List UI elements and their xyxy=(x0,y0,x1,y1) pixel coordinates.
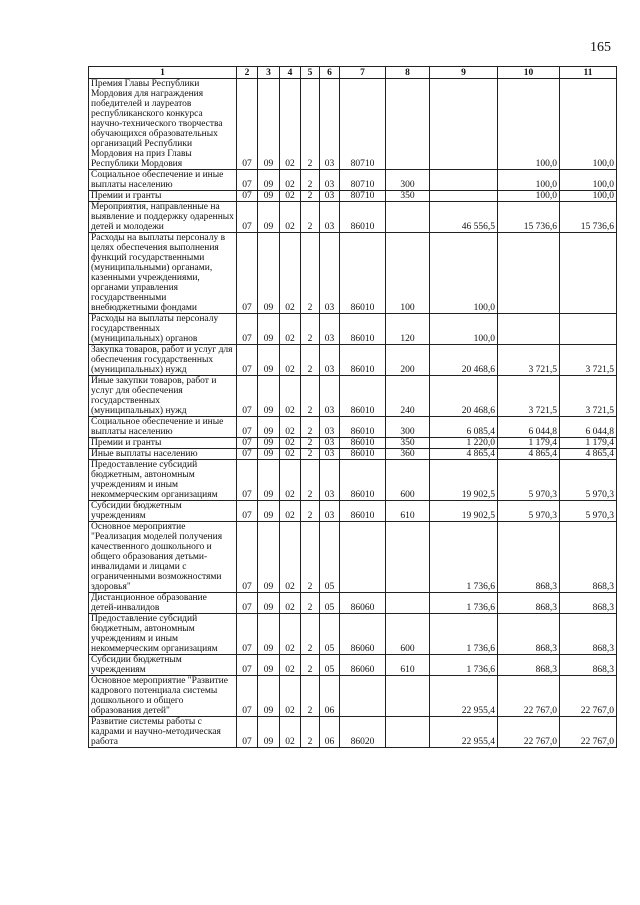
code-subprogram: 2 xyxy=(301,233,320,314)
expense-type xyxy=(386,79,430,170)
code-subsection: 09 xyxy=(258,438,280,449)
code-program: 02 xyxy=(280,191,301,202)
code-direction: 80710 xyxy=(340,170,386,191)
amount-col10: 5 970,3 xyxy=(498,501,560,522)
amount-col9: 1 736,6 xyxy=(430,655,498,676)
table-row xyxy=(89,170,617,191)
column-header: 7 xyxy=(340,67,386,79)
code-program: 02 xyxy=(280,717,301,748)
code-event: 05 xyxy=(320,655,340,676)
row-name: Расходы на выплаты персоналу государственных (муниципальных) органов xyxy=(89,314,237,345)
code-direction: 86010 xyxy=(340,314,386,345)
amount-col10: 15 736,6 xyxy=(498,202,560,233)
code-subsection: 09 xyxy=(258,501,280,522)
row-name: Закупка товаров, работ и услуг для обеспечения государственных (муниципальных) нужд xyxy=(89,345,237,376)
amount-col9: 6 085,4 xyxy=(430,417,498,438)
amount-col11: 1 179,4 xyxy=(560,438,617,449)
row-name: Премии и гранты xyxy=(89,191,237,202)
code-program: 02 xyxy=(280,501,301,522)
amount-col10: 3 721,5 xyxy=(498,376,560,417)
amount-col11: 868,3 xyxy=(560,593,617,614)
code-section: 07 xyxy=(237,314,258,345)
amount-col9 xyxy=(430,170,498,191)
row-name: Иные выплаты населению xyxy=(89,449,237,460)
code-section: 07 xyxy=(237,191,258,202)
code-event: 05 xyxy=(320,522,340,593)
table-row xyxy=(89,233,617,314)
code-section: 07 xyxy=(237,593,258,614)
code-section: 07 xyxy=(237,614,258,655)
code-direction xyxy=(340,676,386,717)
row-name: Расходы на выплаты персоналу в целях обеспечения выполнения функций государственными (муниципальными) органами, казенными учреждениями, органами управления государственными внебюджетными фондами xyxy=(89,233,237,314)
amount-col9: 1 220,0 xyxy=(430,438,498,449)
amount-col9: 22 955,4 xyxy=(430,676,498,717)
table-row xyxy=(89,593,617,614)
table-row xyxy=(89,438,617,449)
expense-type: 610 xyxy=(386,655,430,676)
amount-col11: 5 970,3 xyxy=(560,460,617,501)
code-subsection: 09 xyxy=(258,614,280,655)
expense-type xyxy=(386,593,430,614)
amount-col11: 868,3 xyxy=(560,614,617,655)
row-name: Предоставление субсидий бюджетным, автономным учреждениям и иным некоммерческим организациям xyxy=(89,460,237,501)
column-header: 6 xyxy=(320,67,340,79)
code-subprogram: 2 xyxy=(301,202,320,233)
code-subprogram: 2 xyxy=(301,191,320,202)
amount-col9: 1 736,6 xyxy=(430,522,498,593)
row-name: Социальное обеспечение и иные выплаты населению xyxy=(89,170,237,191)
code-subprogram: 2 xyxy=(301,522,320,593)
code-direction: 86060 xyxy=(340,614,386,655)
code-event: 03 xyxy=(320,417,340,438)
amount-col11: 100,0 xyxy=(560,79,617,170)
amount-col11 xyxy=(560,233,617,314)
code-section: 07 xyxy=(237,438,258,449)
amount-col10: 4 865,4 xyxy=(498,449,560,460)
amount-col10: 6 044,8 xyxy=(498,417,560,438)
amount-col9 xyxy=(430,191,498,202)
table-row xyxy=(89,202,617,233)
code-program: 02 xyxy=(280,202,301,233)
code-direction: 86010 xyxy=(340,501,386,522)
amount-col10 xyxy=(498,314,560,345)
code-subprogram: 2 xyxy=(301,79,320,170)
code-subprogram: 2 xyxy=(301,314,320,345)
expense-type: 360 xyxy=(386,449,430,460)
budget-table xyxy=(88,66,617,748)
code-section: 07 xyxy=(237,522,258,593)
amount-col9: 46 556,5 xyxy=(430,202,498,233)
code-subprogram: 2 xyxy=(301,717,320,748)
code-event: 03 xyxy=(320,79,340,170)
code-subsection: 09 xyxy=(258,449,280,460)
code-direction: 86020 xyxy=(340,717,386,748)
amount-col9: 100,0 xyxy=(430,233,498,314)
amount-col11: 15 736,6 xyxy=(560,202,617,233)
column-header: 4 xyxy=(280,67,301,79)
code-event: 05 xyxy=(320,614,340,655)
row-name: Премия Главы Республики Мордовия для награждения победителей и лауреатов республиканского конкурса научно-технического творчества обучающихся образовательных организаций Республики Мордовия на приз Главы Республики Мордовия xyxy=(89,79,237,170)
code-program: 02 xyxy=(280,593,301,614)
amount-col9: 22 955,4 xyxy=(430,717,498,748)
code-event: 06 xyxy=(320,676,340,717)
amount-col9: 19 902,5 xyxy=(430,460,498,501)
code-section: 07 xyxy=(237,501,258,522)
amount-col10: 1 179,4 xyxy=(498,438,560,449)
amount-col9: 20 468,6 xyxy=(430,345,498,376)
code-subsection: 09 xyxy=(258,655,280,676)
code-event: 03 xyxy=(320,191,340,202)
code-program: 02 xyxy=(280,417,301,438)
table-row xyxy=(89,314,617,345)
amount-col10: 22 767,0 xyxy=(498,717,560,748)
code-subsection: 09 xyxy=(258,676,280,717)
expense-type xyxy=(386,522,430,593)
code-event: 03 xyxy=(320,314,340,345)
expense-type: 300 xyxy=(386,417,430,438)
code-section: 07 xyxy=(237,449,258,460)
code-direction: 80710 xyxy=(340,79,386,170)
code-section: 07 xyxy=(237,345,258,376)
table-row xyxy=(89,376,617,417)
row-name: Премии и гранты xyxy=(89,438,237,449)
column-header: 11 xyxy=(560,67,617,79)
amount-col11: 100,0 xyxy=(560,191,617,202)
amount-col10: 5 970,3 xyxy=(498,460,560,501)
expense-type: 610 xyxy=(386,501,430,522)
code-subprogram: 2 xyxy=(301,345,320,376)
code-direction: 86060 xyxy=(340,593,386,614)
amount-col11: 100,0 xyxy=(560,170,617,191)
amount-col10: 868,3 xyxy=(498,593,560,614)
page-number: 165 xyxy=(590,40,611,55)
expense-type: 600 xyxy=(386,460,430,501)
code-program: 02 xyxy=(280,655,301,676)
code-section: 07 xyxy=(237,202,258,233)
code-direction: 86010 xyxy=(340,345,386,376)
code-direction: 86010 xyxy=(340,438,386,449)
code-event: 06 xyxy=(320,717,340,748)
table-row xyxy=(89,191,617,202)
column-header: 3 xyxy=(258,67,280,79)
code-event: 03 xyxy=(320,460,340,501)
code-subsection: 09 xyxy=(258,593,280,614)
code-direction: 86010 xyxy=(340,460,386,501)
amount-col9: 4 865,4 xyxy=(430,449,498,460)
amount-col11: 22 767,0 xyxy=(560,717,617,748)
code-subprogram: 2 xyxy=(301,501,320,522)
amount-col11: 3 721,5 xyxy=(560,376,617,417)
code-subprogram: 2 xyxy=(301,449,320,460)
row-name: Основное мероприятие "Развитие кадрового потенциала системы дошкольного и общего образования детей" xyxy=(89,676,237,717)
table-row xyxy=(89,614,617,655)
code-subsection: 09 xyxy=(258,522,280,593)
amount-col9: 1 736,6 xyxy=(430,614,498,655)
expense-type xyxy=(386,202,430,233)
code-event: 05 xyxy=(320,593,340,614)
code-subsection: 09 xyxy=(258,717,280,748)
table-row xyxy=(89,655,617,676)
code-section: 07 xyxy=(237,676,258,717)
code-subprogram: 2 xyxy=(301,593,320,614)
row-name: Субсидии бюджетным учреждениям xyxy=(89,501,237,522)
table-row xyxy=(89,460,617,501)
code-direction: 86010 xyxy=(340,233,386,314)
code-subsection: 09 xyxy=(258,79,280,170)
row-name: Дистанционное образование детей-инвалидов xyxy=(89,593,237,614)
code-event: 03 xyxy=(320,438,340,449)
code-direction: 86060 xyxy=(340,655,386,676)
code-subprogram: 2 xyxy=(301,614,320,655)
amount-col10: 3 721,5 xyxy=(498,345,560,376)
code-event: 03 xyxy=(320,202,340,233)
expense-type: 120 xyxy=(386,314,430,345)
row-name: Основное мероприятие "Реализация моделей получения качественного дошкольного и общего образования детьми-инвалидами и лицами с ограниченными возможностями здоровья" xyxy=(89,522,237,593)
column-header: 5 xyxy=(301,67,320,79)
expense-type: 350 xyxy=(386,438,430,449)
code-subsection: 09 xyxy=(258,170,280,191)
code-program: 02 xyxy=(280,449,301,460)
code-direction: 86010 xyxy=(340,202,386,233)
code-program: 02 xyxy=(280,376,301,417)
code-subprogram: 2 xyxy=(301,438,320,449)
code-subsection: 09 xyxy=(258,345,280,376)
code-section: 07 xyxy=(237,460,258,501)
code-program: 02 xyxy=(280,79,301,170)
expense-type xyxy=(386,676,430,717)
amount-col9: 19 902,5 xyxy=(430,501,498,522)
amount-col10 xyxy=(498,233,560,314)
expense-type: 350 xyxy=(386,191,430,202)
expense-type: 240 xyxy=(386,376,430,417)
column-header: 2 xyxy=(237,67,258,79)
code-subsection: 09 xyxy=(258,417,280,438)
code-subprogram: 2 xyxy=(301,460,320,501)
amount-col10: 868,3 xyxy=(498,522,560,593)
code-program: 02 xyxy=(280,438,301,449)
column-header: 10 xyxy=(498,67,560,79)
code-subsection: 09 xyxy=(258,460,280,501)
row-name: Мероприятия, направленные на выявление и поддержку одаренных детей и молодежи xyxy=(89,202,237,233)
expense-type: 600 xyxy=(386,614,430,655)
table-row xyxy=(89,417,617,438)
amount-col11: 5 970,3 xyxy=(560,501,617,522)
amount-col11: 3 721,5 xyxy=(560,345,617,376)
amount-col10: 100,0 xyxy=(498,170,560,191)
table-row xyxy=(89,345,617,376)
amount-col10: 868,3 xyxy=(498,655,560,676)
table-row xyxy=(89,501,617,522)
code-subprogram: 2 xyxy=(301,655,320,676)
row-name: Развитие системы работы с кадрами и научно-методическая работа xyxy=(89,717,237,748)
column-header: 9 xyxy=(430,67,498,79)
table-row xyxy=(89,717,617,748)
code-program: 02 xyxy=(280,345,301,376)
code-section: 07 xyxy=(237,79,258,170)
code-subprogram: 2 xyxy=(301,676,320,717)
code-event: 03 xyxy=(320,233,340,314)
code-subsection: 09 xyxy=(258,191,280,202)
table-row xyxy=(89,79,617,170)
expense-type: 300 xyxy=(386,170,430,191)
row-name: Предоставление субсидий бюджетным, автономным учреждениям и иным некоммерческим организациям xyxy=(89,614,237,655)
amount-col9 xyxy=(430,79,498,170)
row-name: Субсидии бюджетным учреждениям xyxy=(89,655,237,676)
expense-type xyxy=(386,717,430,748)
code-direction: 86010 xyxy=(340,449,386,460)
code-subprogram: 2 xyxy=(301,417,320,438)
table-row xyxy=(89,676,617,717)
code-section: 07 xyxy=(237,233,258,314)
code-direction: 86010 xyxy=(340,376,386,417)
code-section: 07 xyxy=(237,717,258,748)
code-subsection: 09 xyxy=(258,233,280,314)
code-program: 02 xyxy=(280,614,301,655)
code-program: 02 xyxy=(280,676,301,717)
table-row xyxy=(89,449,617,460)
amount-col10: 100,0 xyxy=(498,191,560,202)
code-event: 03 xyxy=(320,376,340,417)
code-subprogram: 2 xyxy=(301,170,320,191)
table-header-row xyxy=(89,67,617,79)
code-section: 07 xyxy=(237,655,258,676)
code-section: 07 xyxy=(237,417,258,438)
column-header: 8 xyxy=(386,67,430,79)
amount-col10: 100,0 xyxy=(498,79,560,170)
code-program: 02 xyxy=(280,170,301,191)
amount-col11: 22 767,0 xyxy=(560,676,617,717)
code-section: 07 xyxy=(237,376,258,417)
row-name: Социальное обеспечение и иные выплаты населению xyxy=(89,417,237,438)
code-program: 02 xyxy=(280,522,301,593)
expense-type: 100 xyxy=(386,233,430,314)
code-program: 02 xyxy=(280,233,301,314)
code-direction: 86010 xyxy=(340,417,386,438)
code-section: 07 xyxy=(237,170,258,191)
code-direction: 80710 xyxy=(340,191,386,202)
amount-col9: 1 736,6 xyxy=(430,593,498,614)
amount-col11: 4 865,4 xyxy=(560,449,617,460)
code-subsection: 09 xyxy=(258,376,280,417)
code-program: 02 xyxy=(280,314,301,345)
code-event: 03 xyxy=(320,170,340,191)
code-program: 02 xyxy=(280,460,301,501)
code-event: 03 xyxy=(320,501,340,522)
amount-col9: 100,0 xyxy=(430,314,498,345)
amount-col11: 868,3 xyxy=(560,655,617,676)
row-name: Иные закупки товаров, работ и услуг для обеспечения государственных (муниципальных) нужд xyxy=(89,376,237,417)
amount-col11: 6 044,8 xyxy=(560,417,617,438)
amount-col9: 20 468,6 xyxy=(430,376,498,417)
code-subsection: 09 xyxy=(258,202,280,233)
expense-type: 200 xyxy=(386,345,430,376)
code-direction xyxy=(340,522,386,593)
code-event: 03 xyxy=(320,345,340,376)
table-row xyxy=(89,522,617,593)
amount-col10: 22 767,0 xyxy=(498,676,560,717)
column-header: 1 xyxy=(89,67,237,79)
amount-col11 xyxy=(560,314,617,345)
code-subsection: 09 xyxy=(258,314,280,345)
code-event: 03 xyxy=(320,449,340,460)
code-subprogram: 2 xyxy=(301,376,320,417)
amount-col10: 868,3 xyxy=(498,614,560,655)
amount-col11: 868,3 xyxy=(560,522,617,593)
